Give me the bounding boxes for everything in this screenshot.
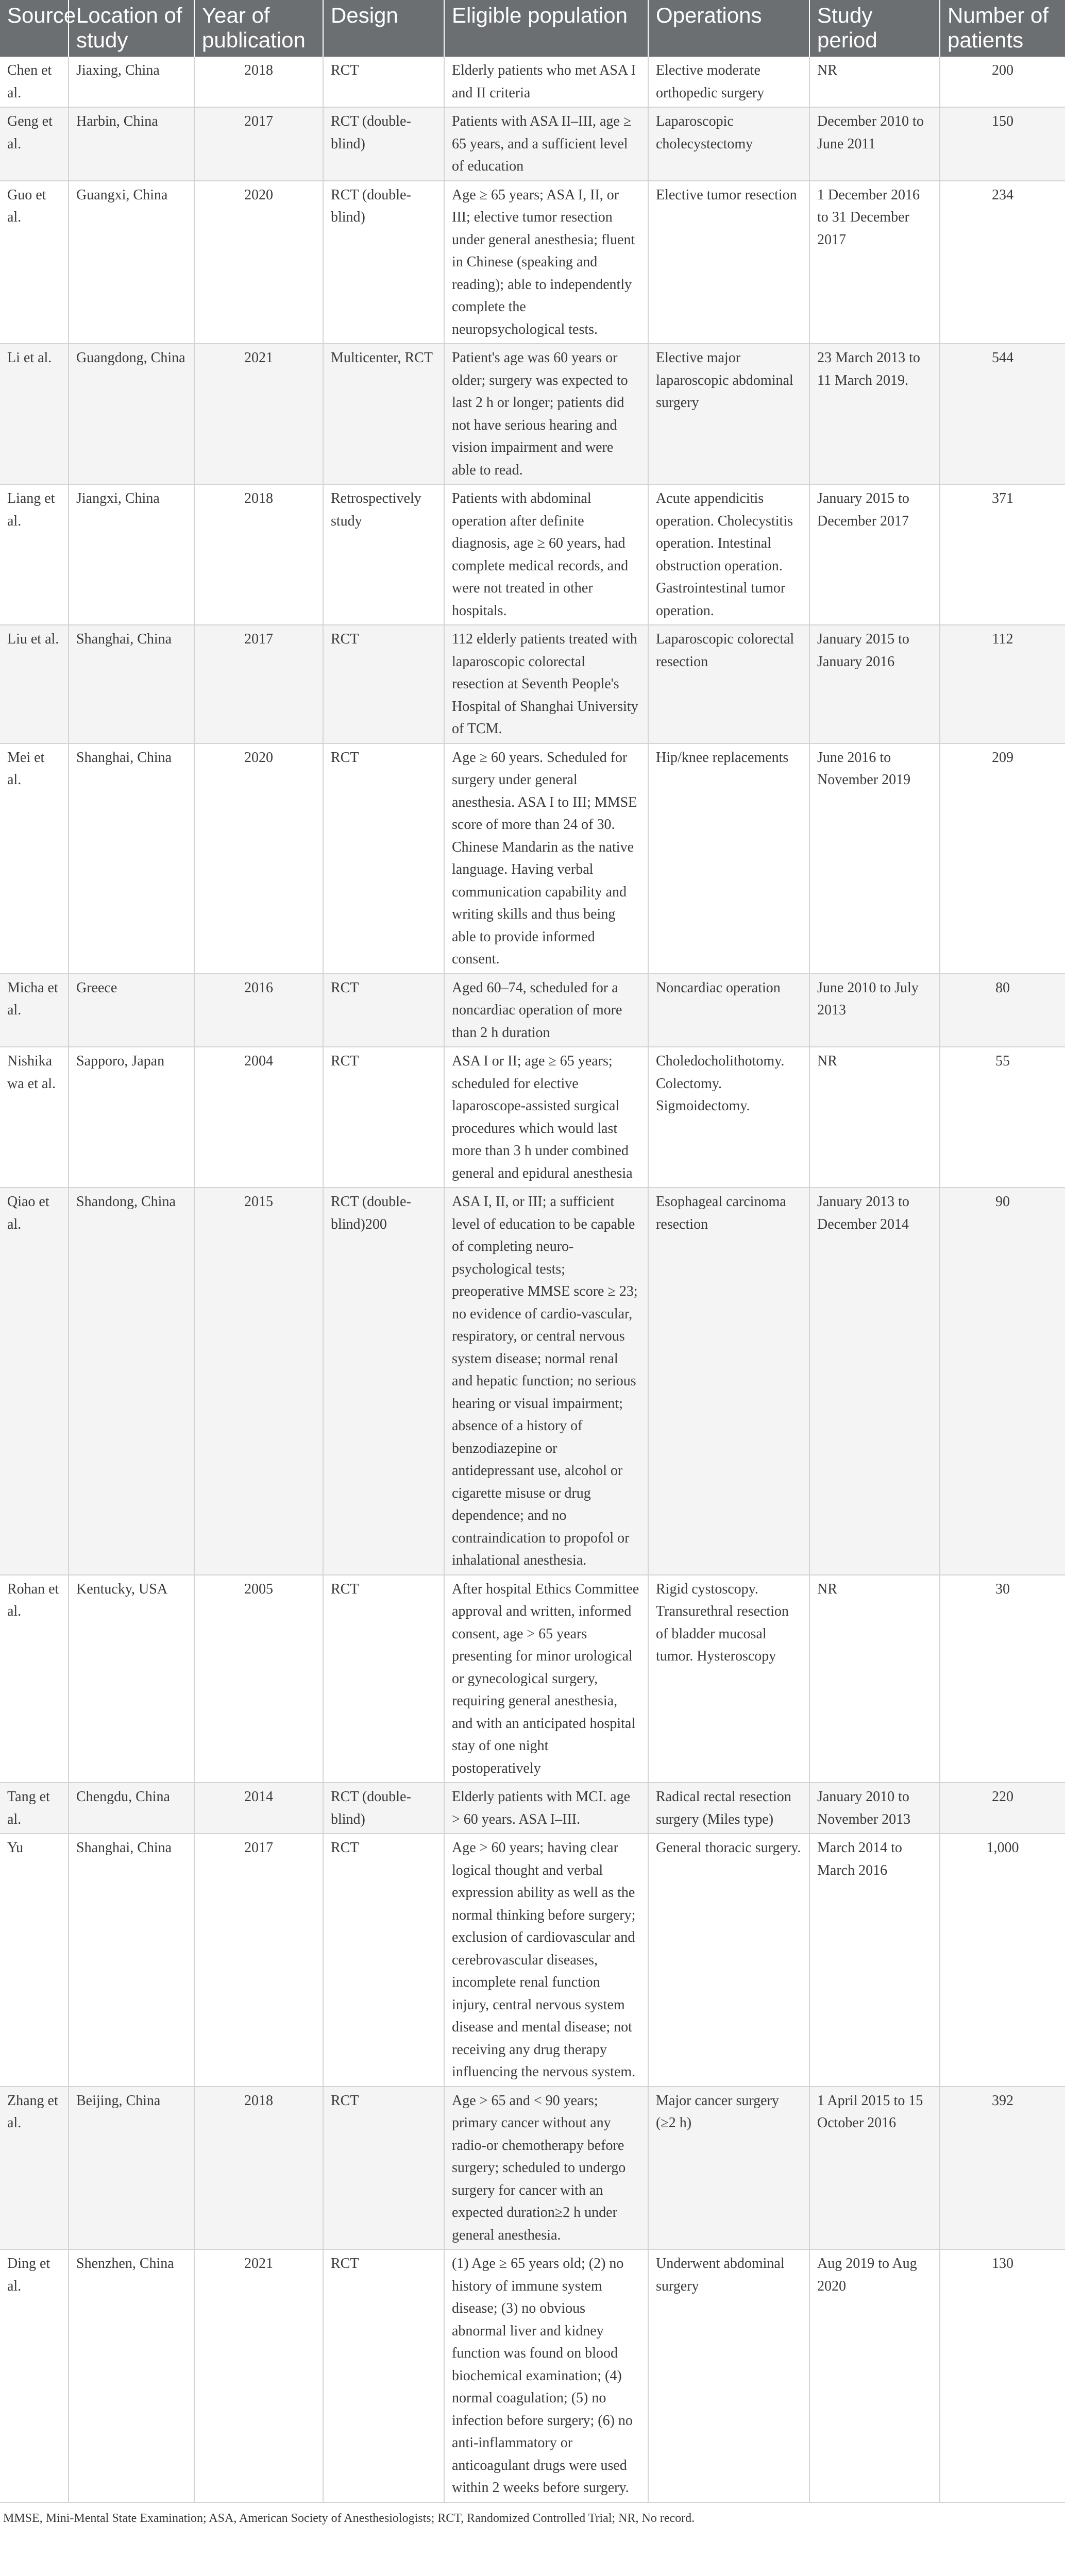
- cell-patients: 55: [940, 1047, 1065, 1188]
- cell-source: Li et al.: [0, 344, 69, 484]
- cell-period: 23 March 2013 to 11 March 2019.: [809, 344, 940, 484]
- column-header: Eligible population: [444, 0, 648, 57]
- cell-population: ASA I or II; age ≥ 65 years; scheduled for elective laparoscope-assisted surgical procedures which would last more than 3 h under combined general and epidural anesthesia: [444, 1047, 648, 1188]
- cell-design: RCT (double-blind): [323, 181, 444, 344]
- cell-location: Guangxi, China: [69, 181, 194, 344]
- table-row: [0, 974, 1065, 1047]
- cell-year: 2018: [194, 2087, 323, 2250]
- cell-population: (1) Age ≥ 65 years old; (2) no history of immune system disease; (3) no obvious abnormal liver and kidney function was found on blood biochemical examination; (4) normal coagulation; (5) no infection before surgery; (6) no anti-inflammatory or anticoagulant drugs were used within 2 weeks before surgery.: [444, 2249, 648, 2502]
- cell-period: June 2010 to July 2013: [809, 974, 940, 1047]
- cell-design: RCT: [323, 1047, 444, 1188]
- cell-location: Kentucky, USA: [69, 1575, 194, 1783]
- column-header: Design: [323, 0, 444, 57]
- cell-patients: 200: [940, 57, 1065, 107]
- cell-source: Yu: [0, 1834, 69, 2087]
- table-row: [0, 625, 1065, 743]
- cell-operations: Elective major laparoscopic abdominal surgery: [648, 344, 809, 484]
- cell-patients: 1,000: [940, 1834, 1065, 2087]
- column-header: Study period: [809, 0, 940, 57]
- cell-operations: Hip/knee replacements: [648, 743, 809, 974]
- cell-patients: 220: [940, 1783, 1065, 1834]
- cell-operations: Choledocholithotomy. Colectomy. Sigmoidectomy.: [648, 1047, 809, 1188]
- cell-period: NR: [809, 1047, 940, 1188]
- cell-location: Shanghai, China: [69, 1834, 194, 2087]
- cell-period: January 2015 to December 2017: [809, 484, 940, 625]
- cell-year: 2017: [194, 1834, 323, 2087]
- cell-year: 2015: [194, 1188, 323, 1575]
- cell-design: RCT (double-blind): [323, 1783, 444, 1834]
- cell-operations: Radical rectal resection surgery (Miles type): [648, 1783, 809, 1834]
- cell-source: Zhang et al.: [0, 2087, 69, 2250]
- cell-operations: Acute appendicitis operation. Cholecystitis operation. Intestinal obstruction operation. Gastrointestinal tumor operation.: [648, 484, 809, 625]
- cell-period: 1 December 2016 to 31 December 2017: [809, 181, 940, 344]
- cell-patients: 544: [940, 344, 1065, 484]
- table-row: [0, 1834, 1065, 2087]
- cell-location: Greece: [69, 974, 194, 1047]
- cell-design: Multicenter, RCT: [323, 344, 444, 484]
- cell-location: Harbin, China: [69, 107, 194, 181]
- column-header: Source: [0, 0, 69, 57]
- cell-location: Jiaxing, China: [69, 57, 194, 107]
- cell-population: Age > 60 years; having clear logical thought and verbal expression ability as well as the normal thinking before surgery; exclusion of cardiovascular and cerebrovascular diseases, incomplete renal function injury, central nervous system disease and mental disease; not receiving any drug therapy influencing the nervous system.: [444, 1834, 648, 2087]
- cell-source: Mei et al.: [0, 743, 69, 974]
- cell-year: 2020: [194, 743, 323, 974]
- table-row: [0, 2087, 1065, 2250]
- table-row: [0, 484, 1065, 625]
- table-row: [0, 1188, 1065, 1575]
- cell-operations: Laparoscopic cholecystectomy: [648, 107, 809, 181]
- cell-period: January 2013 to December 2014: [809, 1188, 940, 1575]
- cell-design: RCT: [323, 625, 444, 743]
- cell-population: Age ≥ 60 years. Scheduled for surgery under general anesthesia. ASA I to III; MMSE score of more than 24 of 30. Chinese Mandarin as the native language. Having verbal communication capability and writing skills and thus being able to provide informed consent.: [444, 743, 648, 974]
- table-row: [0, 57, 1065, 107]
- cell-operations: Rigid cystoscopy. Transurethral resection of bladder mucosal tumor. Hysteroscopy: [648, 1575, 809, 1783]
- column-header: Location of study: [69, 0, 194, 57]
- cell-year: 2005: [194, 1575, 323, 1783]
- table-row: [0, 2249, 1065, 2502]
- cell-year: 2018: [194, 484, 323, 625]
- cell-source: Geng et al.: [0, 107, 69, 181]
- cell-year: 2017: [194, 107, 323, 181]
- cell-operations: Underwent abdominal surgery: [648, 2249, 809, 2502]
- cell-design: RCT: [323, 743, 444, 974]
- cell-year: 2014: [194, 1783, 323, 1834]
- cell-population: Patients with abdominal operation after definite diagnosis, age ≥ 60 years, had complete medical records, and were not treated in other hospitals.: [444, 484, 648, 625]
- cell-population: Age ≥ 65 years; ASA I, II, or III; elective tumor resection under general anesthesia; fluent in Chinese (speaking and reading); able to independently complete the neuropsychological tests.: [444, 181, 648, 344]
- table-row: [0, 743, 1065, 974]
- column-header: Number of patients: [940, 0, 1065, 57]
- cell-source: Chen et al.: [0, 57, 69, 107]
- cell-year: 2020: [194, 181, 323, 344]
- cell-source: Micha et al.: [0, 974, 69, 1047]
- cell-location: Shanghai, China: [69, 743, 194, 974]
- cell-operations: General thoracic surgery.: [648, 1834, 809, 2087]
- cell-patients: 90: [940, 1188, 1065, 1575]
- cell-year: 2021: [194, 344, 323, 484]
- table-body: [0, 57, 1065, 2502]
- cell-population: After hospital Ethics Committee approval and written, informed consent, age > 65 years presenting for minor urological or gynecological surgery, requiring general anesthesia, and with an anticipated hospital stay of one night postoperatively: [444, 1575, 648, 1783]
- cell-design: RCT: [323, 2249, 444, 2502]
- cell-patients: 371: [940, 484, 1065, 625]
- table-header-row: [0, 0, 1065, 57]
- table-row: [0, 344, 1065, 484]
- cell-design: RCT (double-blind)200: [323, 1188, 444, 1575]
- cell-patients: 209: [940, 743, 1065, 974]
- cell-operations: Elective tumor resection: [648, 181, 809, 344]
- cell-location: Sapporo, Japan: [69, 1047, 194, 1188]
- cell-design: Retrospectively study: [323, 484, 444, 625]
- cell-operations: Esophageal carcinoma resection: [648, 1188, 809, 1575]
- cell-year: 2004: [194, 1047, 323, 1188]
- cell-period: June 2016 to November 2019: [809, 743, 940, 974]
- table-row: [0, 1783, 1065, 1834]
- cell-source: Rohan et al.: [0, 1575, 69, 1783]
- cell-period: January 2015 to January 2016: [809, 625, 940, 743]
- cell-design: RCT: [323, 1834, 444, 2087]
- cell-period: 1 April 2015 to 15 October 2016: [809, 2087, 940, 2250]
- cell-patients: 150: [940, 107, 1065, 181]
- cell-location: Shenzhen, China: [69, 2249, 194, 2502]
- table-row: [0, 107, 1065, 181]
- cell-source: Liu et al.: [0, 625, 69, 743]
- cell-source: Guo et al.: [0, 181, 69, 344]
- cell-patients: 392: [940, 2087, 1065, 2250]
- cell-year: 2021: [194, 2249, 323, 2502]
- cell-design: RCT (double-blind): [323, 107, 444, 181]
- cell-period: March 2014 to March 2016: [809, 1834, 940, 2087]
- cell-period: Aug 2019 to Aug 2020: [809, 2249, 940, 2502]
- cell-operations: Laparoscopic colorectal resection: [648, 625, 809, 743]
- column-header: Year of publication: [194, 0, 323, 57]
- cell-period: NR: [809, 57, 940, 107]
- cell-population: Elderly patients who met ASA I and II criteria: [444, 57, 648, 107]
- table-row: [0, 1575, 1065, 1783]
- cell-location: Chengdu, China: [69, 1783, 194, 1834]
- cell-population: Patients with ASA II–III, age ≥ 65 years, and a sufficient level of education: [444, 107, 648, 181]
- cell-population: Patient's age was 60 years or older; surgery was expected to last 2 h or longer; patients did not have serious hearing and vision impairment and were able to read.: [444, 344, 648, 484]
- cell-year: 2018: [194, 57, 323, 107]
- cell-population: 112 elderly patients treated with laparoscopic colorectal resection at Seventh People's Hospital of Shanghai University of TCM.: [444, 625, 648, 743]
- cell-source: Qiao et al.: [0, 1188, 69, 1575]
- cell-design: RCT: [323, 974, 444, 1047]
- cell-population: ASA I, II, or III; a sufficient level of education to be capable of completing neuro-psychological tests; preoperative MMSE score ≥ 23; no evidence of cardio-vascular, respiratory, or central nervous system disease; normal renal and hepatic function; no serious hearing or visual impairment; absence of a history of benzodiazepine or antidepressant use, alcohol or cigarette misuse or drug dependence; and no contraindication to propofol or inhalational anesthesia.: [444, 1188, 648, 1575]
- cell-location: Beijing, China: [69, 2087, 194, 2250]
- cell-year: 2017: [194, 625, 323, 743]
- cell-period: NR: [809, 1575, 940, 1783]
- cell-patients: 234: [940, 181, 1065, 344]
- cell-population: Aged 60–74, scheduled for a noncardiac operation of more than 2 h duration: [444, 974, 648, 1047]
- column-header: Operations: [648, 0, 809, 57]
- table-row: [0, 181, 1065, 344]
- cell-patients: 112: [940, 625, 1065, 743]
- cell-operations: Major cancer surgery (≥2 h): [648, 2087, 809, 2250]
- cell-patients: 30: [940, 1575, 1065, 1783]
- cell-source: Nishikawa et al.: [0, 1047, 69, 1188]
- cell-operations: Elective moderate orthopedic surgery: [648, 57, 809, 107]
- table-footnote: MMSE, Mini-Mental State Examination; ASA, American Society of Anesthesiologists; RCT, Randomized Controlled Trial; NR, No record.: [3, 2511, 695, 2525]
- cell-location: Guangdong, China: [69, 344, 194, 484]
- cell-design: RCT: [323, 1575, 444, 1783]
- cell-year: 2016: [194, 974, 323, 1047]
- cell-period: December 2010 to June 2011: [809, 107, 940, 181]
- cell-design: RCT: [323, 57, 444, 107]
- cell-location: Shandong, China: [69, 1188, 194, 1575]
- table-row: [0, 1047, 1065, 1188]
- cell-source: Tang et al.: [0, 1783, 69, 1834]
- cell-period: January 2010 to November 2013: [809, 1783, 940, 1834]
- cell-patients: 130: [940, 2249, 1065, 2502]
- cell-operations: Noncardiac operation: [648, 974, 809, 1047]
- cell-location: Jiangxi, China: [69, 484, 194, 625]
- cell-source: Liang et al.: [0, 484, 69, 625]
- cell-population: Elderly patients with MCI. age > 60 years. ASA I–III.: [444, 1783, 648, 1834]
- cell-location: Shanghai, China: [69, 625, 194, 743]
- cell-patients: 80: [940, 974, 1065, 1047]
- cell-source: Ding et al.: [0, 2249, 69, 2502]
- cell-design: RCT: [323, 2087, 444, 2250]
- cell-population: Age > 65 and < 90 years; primary cancer without any radio-or chemotherapy before surgery; scheduled to undergo surgery for cancer with an expected duration≥2 h under general anesthesia.: [444, 2087, 648, 2250]
